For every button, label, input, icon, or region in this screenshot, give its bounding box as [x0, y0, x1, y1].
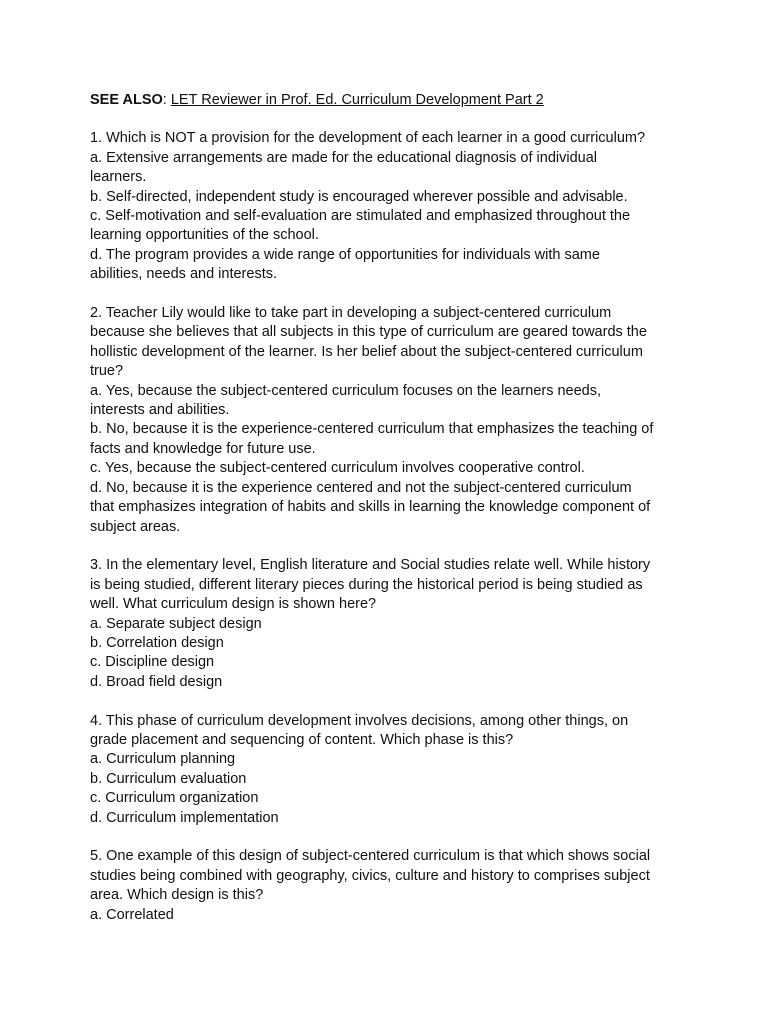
question-2-option-d-cont: that emphasizes integration of habits and skills in learning the knowledge component of: [90, 499, 651, 516]
question-3-option-d: d. Broad field design: [90, 673, 223, 690]
question-1-option-c-cont: learning opportunities of the school.: [90, 227, 319, 244]
question-5-stem-cont: studies being combined with geography, civics, culture and history to comprises subject: [90, 867, 650, 884]
see-also-link[interactable]: LET Reviewer in Prof. Ed. Curriculum Development Part 2: [170, 92, 544, 108]
question-2-stem: 2. Teacher Lily would like to take part in developing a subject-centered curriculum: [90, 305, 612, 322]
question-4-option-b: b. Curriculum evaluation: [90, 770, 247, 787]
question-3-stem-cont: is being studied, different literary pieces during the historical period is being studied as: [90, 576, 643, 593]
question-1-option-b: b. Self-directed, independent study is encouraged wherever possible and advisable.: [90, 188, 628, 205]
question-2-option-a-cont: interests and abilities.: [90, 402, 230, 419]
see-also-line: [90, 91, 690, 110]
question-2-option-d-cont: subject areas.: [90, 518, 181, 535]
question-2-option-d: d. No, because it is the experience centered and not the subject-centered curriculum: [90, 479, 632, 496]
question-4-option-d: d. Curriculum implementation: [90, 809, 279, 826]
question-5-stem-cont: area. Which design is this?: [90, 887, 264, 904]
question-3-stem-cont: well. What curriculum design is shown here?: [90, 596, 377, 613]
question-3-stem: 3. In the elementary level, English literature and Social studies relate well. While history: [90, 557, 651, 574]
question-4-option-c: c. Curriculum organization: [90, 790, 259, 807]
question-4-option-a: a. Curriculum planning: [90, 751, 236, 768]
question-4-stem-cont: grade placement and sequencing of content. Which phase is this?: [90, 731, 514, 748]
question-1-option-c: c. Self-motivation and self-evaluation are stimulated and emphasized throughout the: [90, 208, 631, 225]
question-4: [90, 712, 690, 828]
question-5-option-a: a. Correlated: [90, 906, 174, 923]
question-2-stem-cont: hollistic development of the learner. Is her belief about the subject-centered curriculum: [90, 343, 643, 360]
question-3-option-a: a. Separate subject design: [90, 615, 262, 632]
question-3-option-c: c. Discipline design: [90, 654, 215, 671]
question-1-option-d-cont: abilities, needs and interests.: [90, 266, 277, 283]
question-2-option-b: b. No, because it is the experience-centered curriculum that emphasizes the teaching of: [90, 421, 654, 438]
question-2-stem-cont: true?: [90, 363, 124, 380]
question-1-stem: 1. Which is NOT a provision for the development of each learner in a good curriculum?: [90, 130, 646, 147]
question-1-option-a: a. Extensive arrangements are made for the educational diagnosis of individual: [90, 149, 597, 166]
question-1-option-a-cont: learners.: [90, 169, 147, 186]
question-2: [90, 304, 690, 537]
question-3: [90, 556, 690, 692]
see-also-separator: :: [162, 92, 171, 108]
document-page: [90, 91, 690, 944]
question-2-option-c: c. Yes, because the subject-centered curriculum involves cooperative control.: [90, 460, 585, 477]
question-1-option-d: d. The program provides a wide range of opportunities for individuals with same: [90, 246, 600, 263]
question-2-option-a: a. Yes, because the subject-centered curriculum focuses on the learners needs,: [90, 382, 602, 399]
question-3-option-b: b. Correlation design: [90, 634, 224, 651]
question-2-stem-cont: because she believes that all subjects in this type of curriculum are geared towards the: [90, 324, 647, 341]
see-also-label: SEE ALSO: [90, 92, 163, 108]
question-1: [90, 129, 690, 284]
question-2-option-b-cont: facts and knowledge for future use.: [90, 440, 316, 457]
question-4-stem: 4. This phase of curriculum development involves decisions, among other things, on: [90, 712, 629, 729]
question-5-stem: 5. One example of this design of subject-centered curriculum is that which shows social: [90, 848, 651, 865]
question-5: [90, 847, 690, 925]
